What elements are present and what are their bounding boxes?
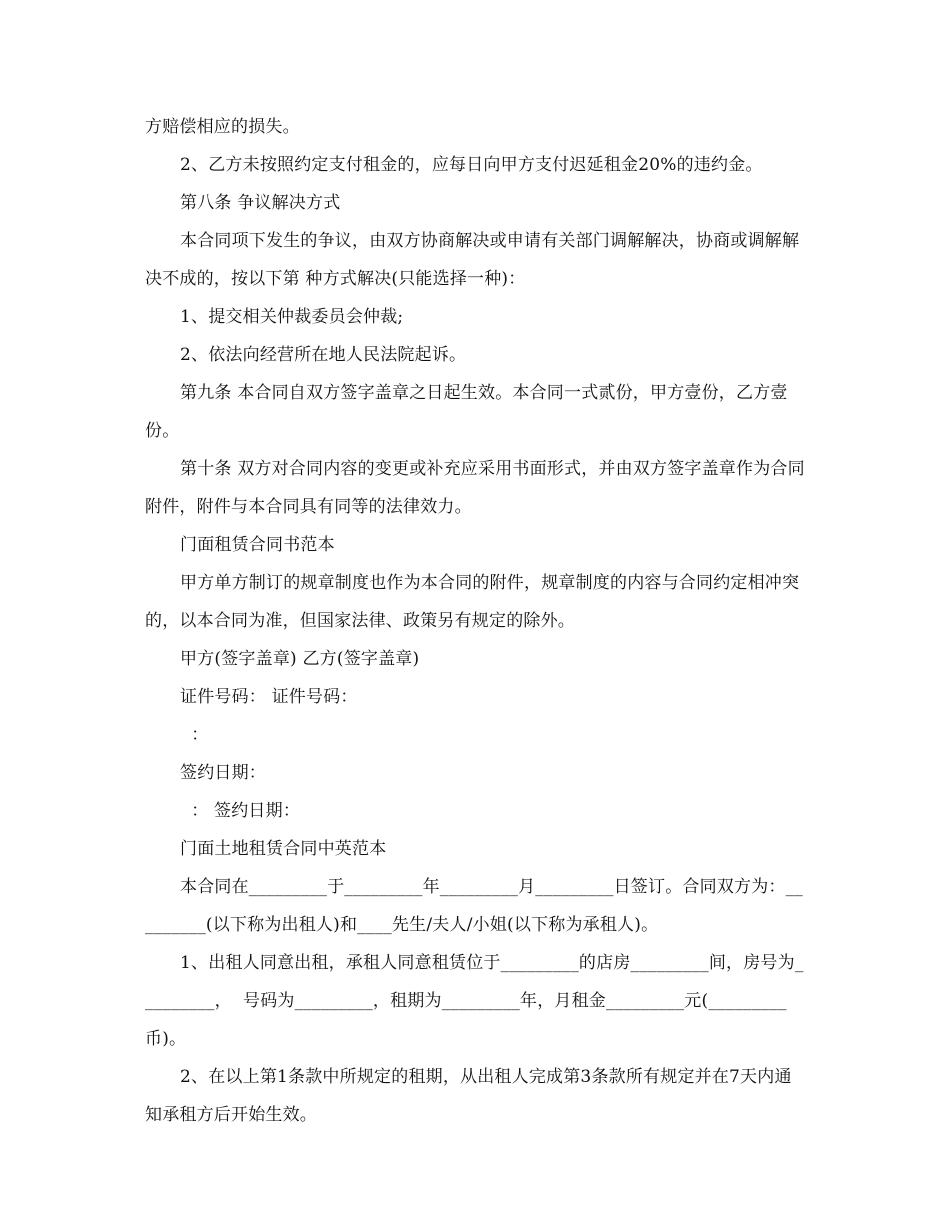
paragraph-clause-1: 1、出租人同意出租，承租人同意租赁位于_________的店房_________间，房号为_________， 号码为_________，租期为_________年，月租金_________元(_________币)。: [145, 953, 804, 1049]
signing-date-line: 签约日期：: [180, 763, 266, 783]
paragraph-1: 方赔偿相应的损失。: [145, 117, 300, 137]
paragraph-contract-signing: 本合同在_________于_________年_________月_________日签订。合同双方为：_________(以下称为出租人)和____先生/夫人/小姐(以下称为承租人)。: [145, 877, 803, 935]
id-number-line: 证件号码： 证件号码：: [180, 687, 358, 707]
paragraph-dispute-resolution: 本合同项下发生的争议，由双方协商解决或申请有关部门调解解决，协商或调解解决不成的，按以下第 种方式解决(只能选择一种)：: [145, 231, 800, 289]
paragraph-rules-appendix: 甲方单方制订的规章制度也作为本合同的附件，规章制度的内容与合同约定相冲突的，以本合同为准，但国家法律、政策另有规定的除外。: [145, 573, 800, 631]
paragraph-clause-2: 2、在以上第1条款中所规定的租期，从出租人完成第3条款所有规定并在7天内通知承租方后开始生效。: [145, 1067, 792, 1125]
section-title-storefront-lease: 门面租赁合同书范本: [180, 535, 335, 555]
paragraph-court: 2、依法向经营所在地人民法院起诉。: [180, 345, 467, 365]
section-title-land-lease: 门面土地租赁合同中英范本: [180, 839, 387, 859]
colon-line: ：: [180, 725, 209, 745]
signature-parties: 甲方(签字盖章) 乙方(签字盖章): [180, 649, 420, 669]
paragraph-arbitration: 1、提交相关仲裁委员会仲裁;: [180, 307, 404, 327]
article-8-heading: 第八条 争议解决方式: [180, 193, 341, 213]
paragraph-2: 2、乙方未按照约定支付租金的，应每日向甲方支付迟延租金20%的违约金。: [180, 155, 763, 175]
article-10: 第十条 双方对合同内容的变更或补充应采用书面形式，并由双方签字盖章作为合同附件，附件与本合同具有同等的法律效力。: [145, 459, 805, 517]
signing-date-line-2: ： 签约日期：: [180, 801, 301, 821]
document-body: [145, 108, 805, 1134]
article-9: 第九条 本合同自双方签字盖章之日起生效。本合同一式贰份，甲方壹份，乙方壹份。: [145, 383, 788, 441]
